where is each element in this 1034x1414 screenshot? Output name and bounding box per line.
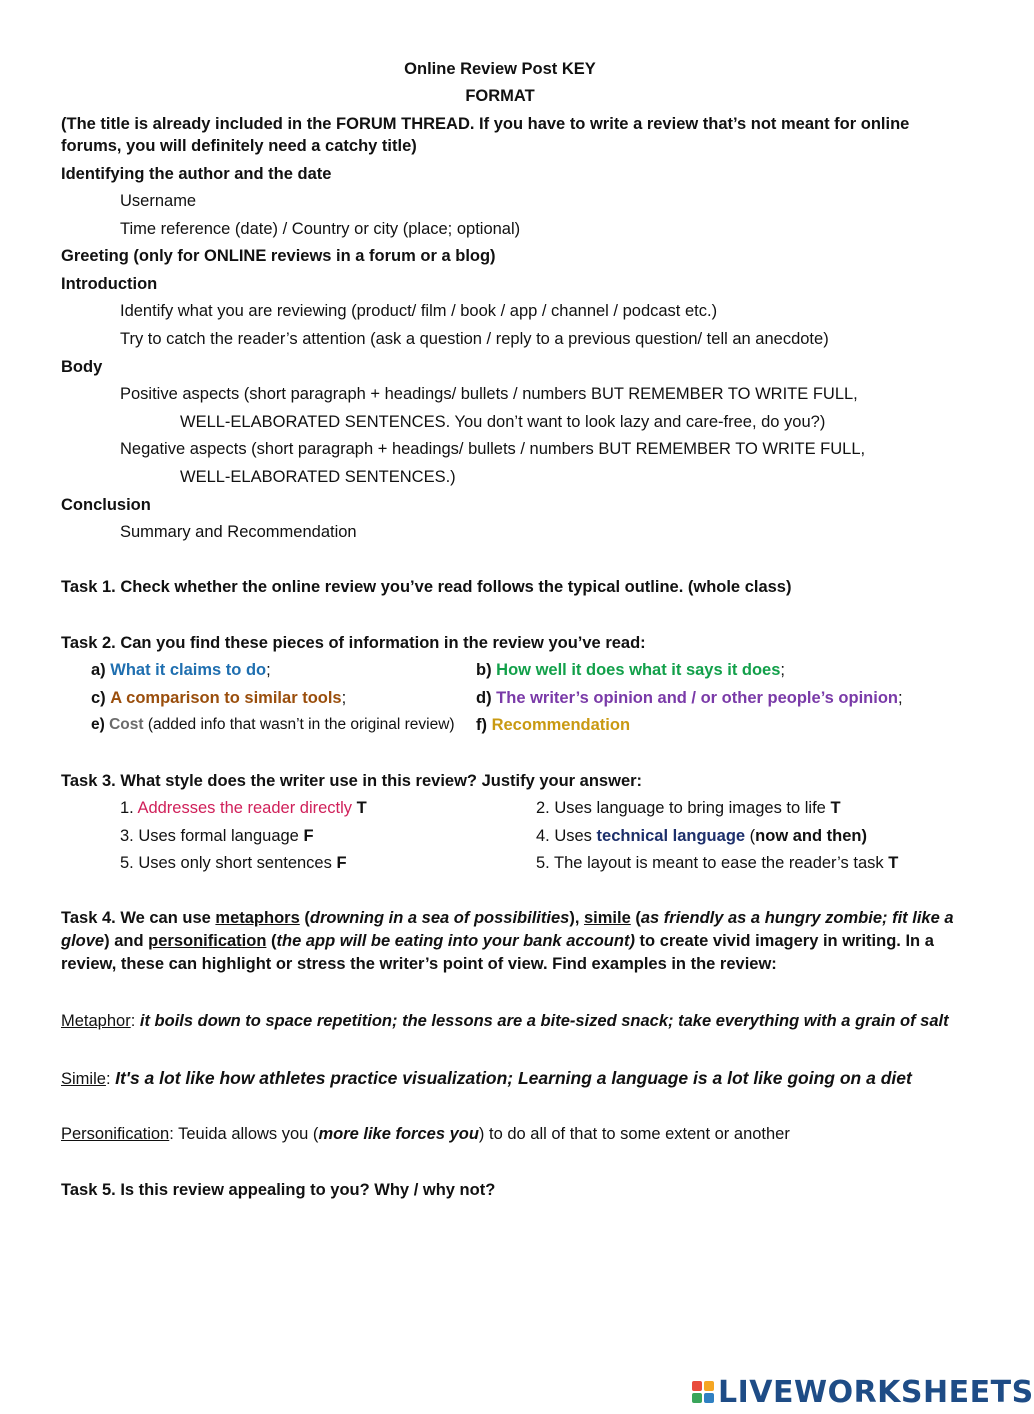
task2-item-a: a) What it claims to do;	[91, 661, 271, 679]
format-positive-1: Positive aspects (short paragraph + headings/ bullets / numbers BUT REMEMBER TO WRITE FULL,	[120, 385, 858, 403]
task2-item-d: d) The writer’s opinion and / or other people’s opinion;	[476, 689, 903, 707]
task2-item-b: b) How well it does what it says it does;	[476, 661, 785, 679]
format-summary: Summary and Recommendation	[120, 523, 357, 541]
page-subtitle: FORMAT	[465, 87, 535, 105]
format-negative-1: Negative aspects (short paragraph + headings/ bullets / numbers BUT REMEMBER TO WRITE FULL,	[120, 440, 866, 458]
task4-line-3: review, these can highlight or stress the writer’s point of view. Find examples in the review:	[61, 955, 777, 973]
format-intro-2: Try to catch the reader’s attention (ask a question / reply to a previous question/ tell an anecdote)	[120, 330, 829, 348]
format-negative-2: WELL-ELABORATED SENTENCES.)	[180, 468, 456, 486]
intro-note: (The title is already included in the FORUM THREAD. If you have to write a review that’s not meant for online forums, you will definitely need a catchy title)	[61, 115, 910, 155]
logo-text: LIVEWORKSHEETS	[718, 1374, 1034, 1410]
task2-item-c: c) A comparison to similar tools;	[91, 689, 347, 707]
format-conclusion: Conclusion	[61, 496, 151, 514]
format-identifying: Identifying the author and the date	[61, 165, 332, 183]
task2-item-f: f) Recommendation	[476, 716, 631, 734]
task5-heading: Task 5. Is this review appealing to you? Why / why not?	[61, 1181, 496, 1199]
answer-personification: Personification: Teuida allows you (more like forces you) to do all of that to some extent or another	[61, 1125, 790, 1143]
task4-line-1: Task 4. We can use metaphors (drowning in a sea of possibilities), simile (as friendly as a hungry zombie; fit like a	[61, 909, 954, 927]
format-body: Body	[61, 358, 103, 376]
task4-line-2: glove) and personification (the app will be eating into your bank account) to create vivid imagery in writing. In a	[61, 932, 934, 950]
format-introduction: Introduction	[61, 275, 158, 293]
grid-icon	[692, 1381, 714, 1403]
task3-item-2: 2. Uses language to bring images to life T	[536, 799, 841, 817]
format-intro-1: Identify what you are reviewing (product/ film / book / app / channel / podcast etc.)	[120, 302, 718, 320]
format-positive-2: WELL-ELABORATED SENTENCES. You don’t want to look lazy and care-free, do you?)	[180, 413, 826, 431]
task3-item-5: 5. Uses only short sentences F	[120, 854, 347, 872]
answer-metaphor: Metaphor: it boils down to space repetition; the lessons are a bite-sized snack; take everything with a grain of salt	[61, 1012, 949, 1030]
task3-item-6: 5. The layout is meant to ease the reader’s task T	[536, 854, 899, 872]
format-username: Username	[120, 192, 197, 210]
page-title: Online Review Post KEY	[404, 60, 596, 78]
format-time-ref: Time reference (date) / Country or city (place; optional)	[120, 220, 521, 238]
task3-item-4: 4. Uses technical language (now and then)	[536, 827, 867, 845]
answer-simile: Simile: It's a lot like how athletes practice visualization; Learning a language is a lot like going on a diet	[61, 1068, 912, 1088]
task3-heading: Task 3. What style does the writer use in this review? Justify your answer:	[61, 772, 643, 790]
liveworksheets-logo	[692, 1372, 1034, 1412]
task1-heading: Task 1. Check whether the online review you’ve read follows the typical outline. (whole class)	[61, 578, 792, 596]
format-greeting: Greeting (only for ONLINE reviews in a forum or a blog)	[61, 247, 496, 265]
task3-item-1: 1. Addresses the reader directly T	[120, 799, 367, 817]
task2-item-e: e) Cost (added info that wasn’t in the original review)	[91, 716, 455, 733]
task3-item-3: 3. Uses formal language F	[120, 827, 314, 845]
task2-heading: Task 2. Can you find these pieces of information in the review you’ve read:	[61, 634, 646, 652]
